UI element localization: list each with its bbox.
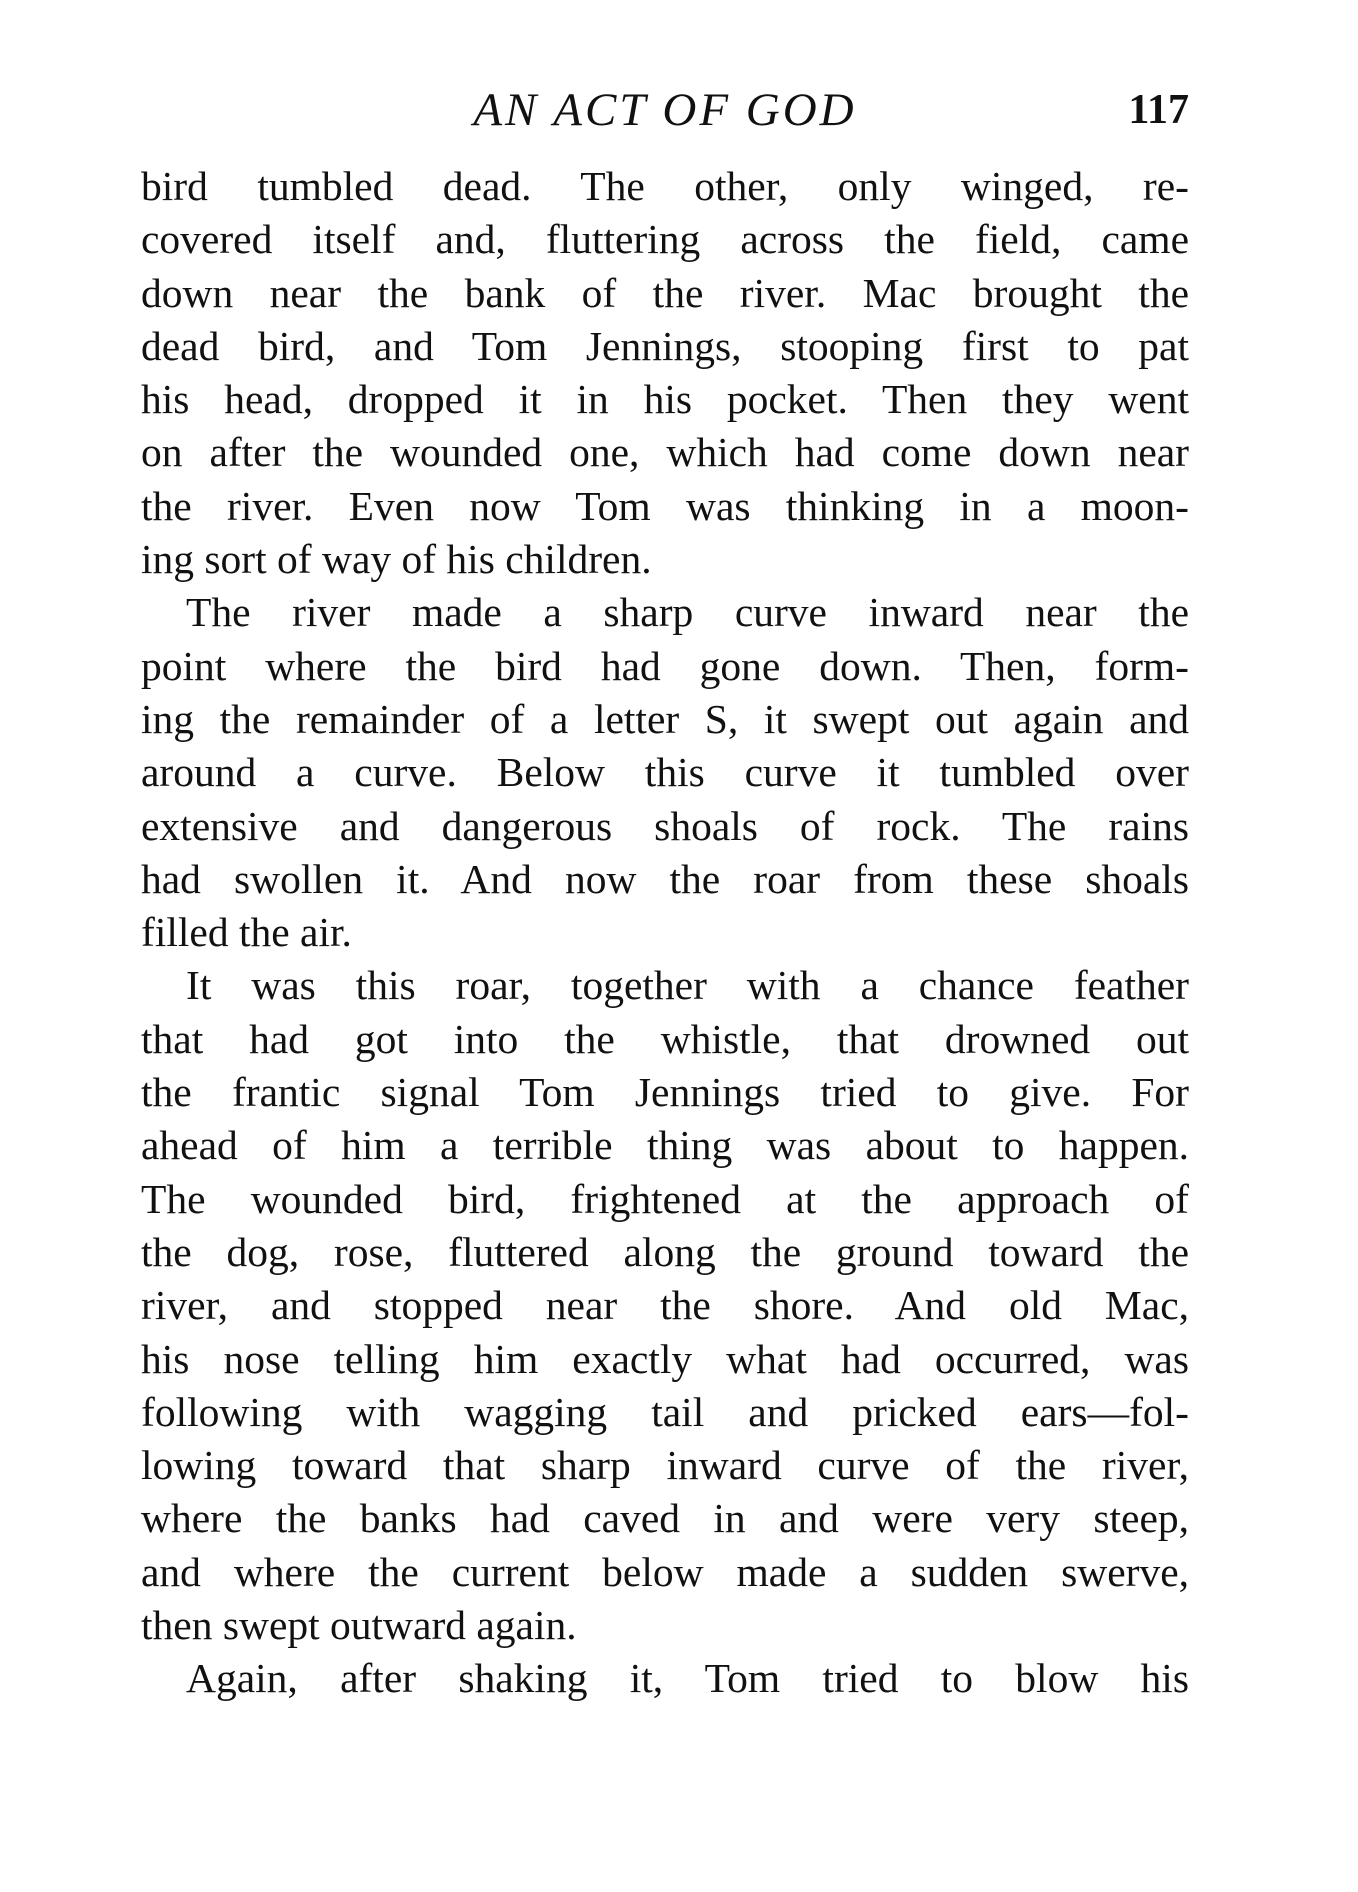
- text-line: covered itself and, fluttering across the field, came: [141, 216, 1189, 263]
- text-line: that had got into the whistle, that drowned out: [141, 1015, 1189, 1062]
- text-line: and where the current below made a sudden swerve,: [141, 1548, 1189, 1595]
- text-line: filled the air.: [141, 909, 352, 956]
- text-line: the river. Even now Tom was thinking in a moon-: [141, 482, 1189, 529]
- text-line: the frantic signal Tom Jennings tried to give. For: [141, 1069, 1189, 1116]
- text-line: ing the remainder of a letter S, it swept out again and: [141, 695, 1189, 742]
- text-line: down near the bank of the river. Mac brought the: [141, 269, 1189, 316]
- text-line: bird tumbled dead. The other, only winged, re-: [141, 163, 1189, 209]
- chapter-title: AN ACT OF GOD: [473, 84, 857, 136]
- text-line: lowing toward that sharp inward curve of the river,: [141, 1442, 1189, 1489]
- text-line: then swept outward again.: [141, 1602, 577, 1649]
- text-line: the dog, rose, fluttered along the ground toward the: [141, 1228, 1189, 1275]
- page-number: 117: [1128, 87, 1189, 133]
- text-line: where the banks had caved in and were very steep,: [141, 1495, 1189, 1542]
- text-line: The wounded bird, frightened at the approach of: [141, 1175, 1189, 1222]
- text-line: extensive and dangerous shoals of rock. The rains: [141, 802, 1189, 849]
- body-text: [141, 160, 1189, 1706]
- text-line: river, and stopped near the shore. And old Mac,: [141, 1282, 1189, 1329]
- text-line: following with wagging tail and pricked ears—fol-: [141, 1388, 1189, 1435]
- text-line: his head, dropped it in his pocket. Then they went: [141, 376, 1189, 423]
- text-line: his nose telling him exactly what had occurred, was: [141, 1335, 1189, 1382]
- text-line: ing sort of way of his children.: [141, 536, 652, 583]
- text-line: It was this roar, together with a chance feather: [186, 962, 1189, 1009]
- text-line: dead bird, and Tom Jennings, stooping first to pat: [141, 322, 1189, 369]
- text-line: ahead of him a terrible thing was about to happen.: [141, 1122, 1189, 1169]
- text-line: Again, after shaking it, Tom tried to blow his: [186, 1655, 1189, 1702]
- text-line: The river made a sharp curve inward near the: [186, 589, 1189, 636]
- text-line: point where the bird had gone down. Then, form-: [141, 642, 1189, 689]
- running-head: [141, 80, 1189, 140]
- text-line: on after the wounded one, which had come down near: [141, 429, 1189, 476]
- text-line: around a curve. Below this curve it tumbled over: [141, 749, 1189, 796]
- text-line: had swollen it. And now the roar from these shoals: [141, 855, 1189, 902]
